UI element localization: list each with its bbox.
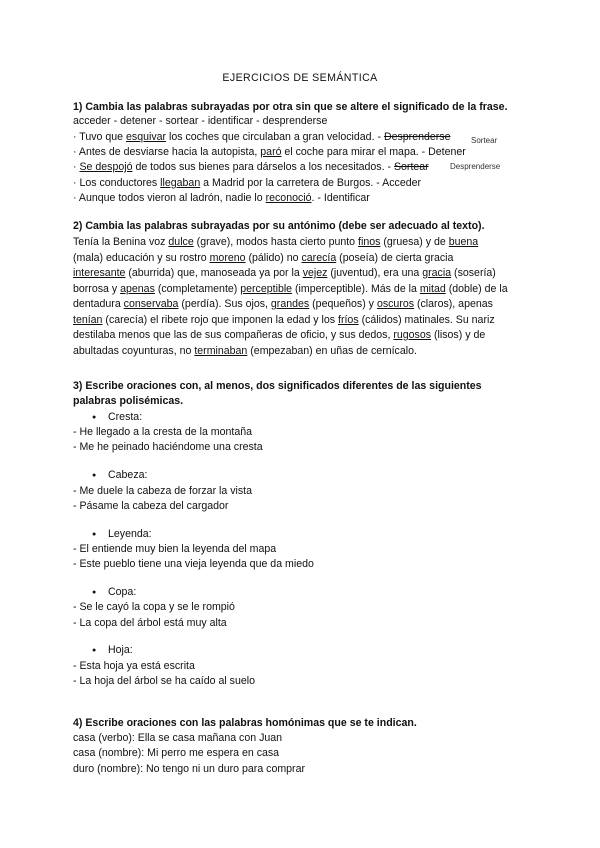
ex4-line-1: casa (verbo): Ella se casa mañana con Juan: [73, 732, 283, 744]
ex3-word-cabeza: ● Cabeza:: [92, 469, 147, 482]
ex3-copa-sentence-1: - Se le cayó la copa y se le rompió: [73, 601, 235, 613]
ex2-para-line-2: (mala) educación y su rostro moreno (pálido) no carecía (poseía) de cierta gracia: [73, 252, 454, 264]
ex3-cresta-sentence-1: - He llegado a la cresta de la montaña: [73, 426, 253, 438]
ex3-word-cresta: ● Cresta:: [92, 411, 142, 424]
ex1-options: acceder - detener - sortear - identificar - desprenderse: [73, 115, 328, 127]
ex3-cabeza-sentence-2: - Pásame la cabeza del cargador: [73, 500, 229, 512]
ex3-leyenda-sentence-1: - El entiende muy bien la leyenda del mapa: [73, 543, 277, 555]
ex1-line-5: · Aunque todos vieron al ladrón, nadie lo reconoció. - Identificar: [73, 192, 370, 204]
ex3-copa-sentence-2: - La copa del árbol está muy alta: [73, 617, 227, 629]
ex3-leyenda-sentence-2: - Este pueblo tiene una vieja leyenda que da miedo: [73, 558, 314, 570]
ex1-line-4: · Los conductores llegaban a Madrid por la carretera de Burgos. - Acceder: [73, 177, 422, 189]
ex2-para-line-1: Tenía la Benina voz dulce (grave), modos hasta cierto punto finos (gruesa) y de buena: [73, 236, 479, 248]
ex2-para-line-7: destilaba menos que las de sus compañeras de oficio, y sus dedos, rugosos (lisos) y de: [73, 329, 486, 341]
ex3-word-copa: ● Copa:: [92, 586, 136, 599]
ex3-cresta-sentence-2: - Me he peinado haciéndome una cresta: [73, 441, 263, 453]
ex3-hoja-sentence-2: - La hoja del árbol se ha caído al suelo: [73, 675, 255, 687]
ex2-heading: 2) Cambia las palabras subrayadas por su antónimo (debe ser adecuado al texto).: [73, 220, 485, 232]
ex3-heading-line-2: palabras polisémicas.: [73, 395, 184, 407]
ex4-line-2: casa (nombre): Mi perro me espera en casa: [73, 747, 280, 759]
ex1-heading: 1) Cambia las palabras subrayadas por otra sin que se altere el significado de la frase.: [73, 101, 508, 113]
ex1-line-1-note: Sortear: [471, 136, 498, 145]
ex3-hoja-sentence-1: - Esta hoja ya está escrita: [73, 660, 195, 672]
ex1-line-3: · Se despojó de todos sus bienes para dárselos a los necesitados. - Sortear: [73, 161, 429, 173]
ex3-word-leyenda: ● Leyenda:: [92, 528, 152, 541]
ex2-para-line-4: borrosa y apenas (completamente) perceptible (imperceptible). Más de la mitad (doble) de la: [73, 283, 508, 295]
ex2-para-line-5: dentadura conservaba (perdía). Sus ojos, grandes (pequeños) y oscuros (claros), apenas: [73, 298, 493, 310]
page-title: EJERCICIOS DE SEMÁNTICA: [222, 72, 378, 84]
ex3-word-hoja: ● Hoja:: [92, 644, 133, 657]
ex1-line-2: · Antes de desviarse hacia la autopista, paró el coche para mirar el mapa. - Detener: [73, 146, 466, 158]
ex2-para-line-3: interesante (aburrida) que, manoseada ya por la vejez (juventud), era una gracia (sosería): [73, 267, 496, 279]
ex2-para-line-8: abultadas coyunturas, no terminaban (empezaban) en uñas de cernícalo.: [73, 345, 417, 357]
ex2-para-line-6: tenían (carecía) el ribete rojo que imponen la edad y los fríos (cálidos) matinales. Su nariz: [73, 314, 495, 326]
ex1-line-1: · Tuvo que esquivar los coches que circulaban a gran velocidad. - Desprenderse: [73, 131, 451, 143]
ex3-heading-line-1: 3) Escribe oraciones con, al menos, dos significados diferentes de las siguientes: [73, 380, 482, 392]
ex3-cabeza-sentence-1: - Me duele la cabeza de forzar la vista: [73, 485, 253, 497]
ex1-line-3-note: Desprenderse: [450, 162, 501, 171]
ex4-line-3: duro (nombre): No tengo ni un duro para comprar: [73, 763, 306, 775]
ex4-heading: 4) Escribe oraciones con las palabras homónimas que se te indican.: [73, 717, 417, 729]
